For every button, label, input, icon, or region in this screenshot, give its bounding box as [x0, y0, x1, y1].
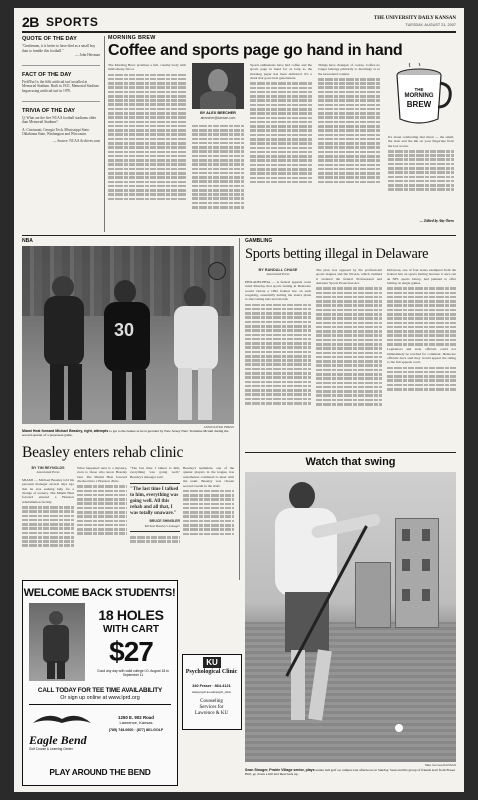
ku-clinic-tagline [183, 699, 240, 717]
ku-clinic-web: www.psych.ku.edu/psych_clinic [191, 690, 232, 694]
beasley-text-2: What happened next is a mystery, even to those who know Beasley best. The Miami Heat forward checked into a Houston clinic. [77, 466, 127, 484]
golf-ad-fine-print: Good any day with valid college I.D. August 18 to September 11 [97, 669, 169, 678]
eagle-bend-logo-text: Eagle Bend [29, 733, 87, 747]
swing-photo [245, 472, 456, 762]
trivia-answer: A: Cincinnati, Georgia Tech, Mississippi State, Oklahoma State, Washington and Wisconsin. [22, 127, 90, 137]
golf-ad-city: Lawrence, Kansas [119, 720, 153, 725]
beasley-col-4 [183, 466, 234, 576]
delaware-col-1 [245, 268, 311, 446]
page-number: 2B [22, 14, 39, 30]
delaware-col-3 [387, 268, 456, 446]
golf-ad-divider [29, 704, 171, 705]
nba-caption-rest: to get to the basket as he is guarded by New Jersey Nets' Tremaine Mcneil during the second quarter of a preseason game. [22, 429, 229, 438]
nba-photo-credit: ASSOCIATED PRESS [203, 425, 234, 429]
golf-ad [22, 580, 178, 786]
beasley-headline: Beasley enters rehab clinic [22, 444, 184, 461]
beasley-story [22, 466, 234, 576]
column-edit-credit: — Edited by Atty Otero [419, 219, 454, 223]
golf-ad-headline: WELCOME BACK STUDENTS! [23, 587, 176, 599]
issue-date: TUESDAY, AUGUST 21, 2007 [405, 23, 456, 27]
quote-of-day-title: QUOTE OF THE DAY [22, 36, 77, 42]
delaware-text-3: Delaware, one of four states exempted from the federal ban on sports betting because it once ran an NFL sports lottery, had planned to offer betting on single games. [387, 268, 456, 286]
beasley-text-4: Beasley's teammate, one of the quieter players in the league, has nonetheless continued to meet with the team. Beasley was chosen second overall in the draft. [183, 466, 234, 488]
ku-clinic-ad [182, 654, 242, 730]
column-body-1: Sports enthusiasts have had coffee and the sports page in hand for as long as the morning paper has been delivered. It's a ritual that goes back generations. [250, 63, 312, 81]
golf-ad-online: Or sign up online at www.lprd.org [60, 695, 140, 701]
column-text-3 [250, 63, 312, 229]
golf-ad-with-cart: WITH CART [102, 624, 160, 635]
ku-clinic-title: Psychological Clinic [185, 669, 238, 675]
eagle-bend-logo [29, 709, 95, 755]
sidebar-divider [104, 36, 105, 232]
fact-of-day-title: FACT OF THE DAY [22, 71, 72, 78]
ku-clinic-address: 340 Fraser · 864-4121 [192, 684, 231, 688]
beasley-text-1: MIAMI — Michael Beasley told his personal manager several days ago that he was seeking help for a change of scenery. The Miami Heat forward entered a Houston rehabilitation facility. [22, 477, 74, 504]
golf-ad-address: 1250 E. 902 Road [118, 715, 154, 720]
column-body-3: It's about celebrating that ritual — the smell, the taste and the ink on your fingertips from the box scores. [388, 135, 454, 148]
columnist-headshot [192, 63, 244, 109]
beasley-text-3: "The last time I talked to him, everything was going well," Beasley's manager said. [130, 466, 180, 479]
golf-ad-call-title: CALL TODAY FOR TEE TIME AVAILABILITY [37, 687, 163, 694]
swing-headline: Watch that swing [305, 456, 396, 468]
delaware-text-1: PHILADELPHIA — A federal appeals court ruled Monday that sports betting in Delaware would violate a 1992 federal law on such wagering, essentially halting the state's plans to start taking bets next month. [245, 279, 311, 302]
nba-label: NBA [22, 238, 33, 244]
ku-line-3: Lawrence & KU [194, 711, 229, 716]
mug-label-bottom: BREW [406, 100, 432, 109]
beasley-source: Associated Press [36, 470, 60, 475]
swing-caption-rest: tennis ball golf on campus late afternoon on Sunday. Sean and his group of friends start from Fraser Hall, go down a hill and then back up. [245, 768, 456, 777]
eagle-bend-logo-sub: Golf Course & Learning Center [29, 747, 73, 751]
gambling-label: GAMBLING [245, 238, 273, 244]
column-text-4 [318, 63, 380, 229]
column-lead: The Morning Brew promises a full, creamy body with mild smoky flavor. [108, 63, 186, 72]
delaware-byline: BY RANDALL CHASE [258, 268, 298, 272]
column-body-2: Things have changed, of course. Coffee no longer belongs primarily to mornings or to the newsstand counter. [318, 63, 380, 76]
fact-text: FieldTurf is the fifth artificial turf installed at Memorial Stadium. Built in 1921, Memorial Stadium began using artificial turf in 1970. [22, 79, 99, 93]
delaware-col-2 [316, 268, 382, 446]
masthead: THE UNIVERSITY DAILY KANSAN [373, 16, 456, 21]
delaware-source: Associated Press [266, 272, 290, 277]
beasley-col-1 [22, 466, 74, 576]
morning-brew-mug-graphic [388, 63, 454, 129]
mug-label-top: THE [414, 87, 424, 92]
beasley-col-3 [130, 466, 180, 576]
beasley-col-2 [77, 466, 127, 576]
beasley-pullquote [130, 483, 180, 532]
page-header [22, 14, 456, 30]
byline-email: abeecher@kansan.com [200, 116, 236, 120]
golf-ad-play-around: PLAY AROUND THE BEND [49, 767, 151, 777]
quote-text: "Gentlemen, it is better to have died as a small boy than to fumble this football." [22, 44, 96, 53]
pullquote-text: "The last time I talked to him, everything was going well. All this rehab and all that, I was totally unaware." [130, 487, 179, 517]
golf-ad-phone: (785) 748-0600 · (877) 861-GOLF [108, 728, 164, 732]
golf-ad-holes: 18 HOLES [98, 607, 164, 623]
trivia-of-day-title: TRIVIA OF THE DAY [22, 107, 76, 114]
ku-line-2: Services for [199, 705, 224, 710]
swing-caption-lead: Sean Stooger, Prairie Village senior, plays [245, 768, 315, 772]
sidebar [22, 36, 100, 232]
pullquote-name: BRUCE SHINGLER [149, 519, 180, 524]
delaware-story [245, 268, 456, 448]
newspaper-page [14, 8, 464, 792]
column-headline: Coffee and sports page go hand in hand [108, 42, 403, 59]
nba-photo: 30 [22, 246, 234, 424]
swing-photo-credit: Mike Gunnoe/KANSAN [424, 763, 456, 767]
pullquote-role: Michael Beasley's manager [144, 523, 180, 528]
ku-line-1: Counseling [200, 699, 223, 704]
delaware-text-2: The plan was opposed by the professional sports leagues and the NCAA, which claimed it violated the federal Professional and Amateur Sports Protection Act. [316, 268, 382, 286]
swing-caption [245, 768, 456, 777]
center-divider [239, 238, 240, 580]
column-kicker: MORNING BREW [108, 35, 156, 41]
column-text-1 [108, 63, 186, 229]
trivia-question: Q: What are the five NCAA football stadiums older than Memorial Stadium? [22, 115, 97, 125]
nba-caption-lead: Miami Heat forward Michael Beasley, right, attempts [22, 429, 109, 433]
column-text-5 [388, 135, 454, 217]
quote-author: — John Heisman [75, 53, 100, 58]
delaware-headline: Sports betting illegal in Delaware [245, 246, 429, 262]
column-text-2 [192, 123, 244, 229]
eagle-icon [29, 709, 95, 729]
header-rule [22, 31, 456, 33]
mug-label-mid: MORNING [404, 93, 434, 99]
beasley-byline: BY TIM REYNOLDS [31, 466, 65, 470]
delaware-text-4: Legislators and state officials could not immediately be reached for comment. Delaware officials have said they would appeal the ruling to the full appeals court. [387, 347, 456, 365]
golf-ad-price: $27 [109, 636, 153, 667]
nba-caption [22, 429, 234, 438]
ku-logo: KU [203, 657, 221, 668]
morning-brew-column [108, 35, 456, 233]
golf-ad-address-block [99, 715, 173, 732]
golf-ad-photo [29, 603, 85, 681]
section-name: SPORTS [46, 15, 99, 29]
byline-name: BY ALEX BEECHER [200, 111, 236, 115]
top-section-rule [22, 235, 456, 236]
mid-right-rule [245, 452, 456, 453]
trivia-source: — Source: NCAA Archives.com [52, 138, 100, 143]
